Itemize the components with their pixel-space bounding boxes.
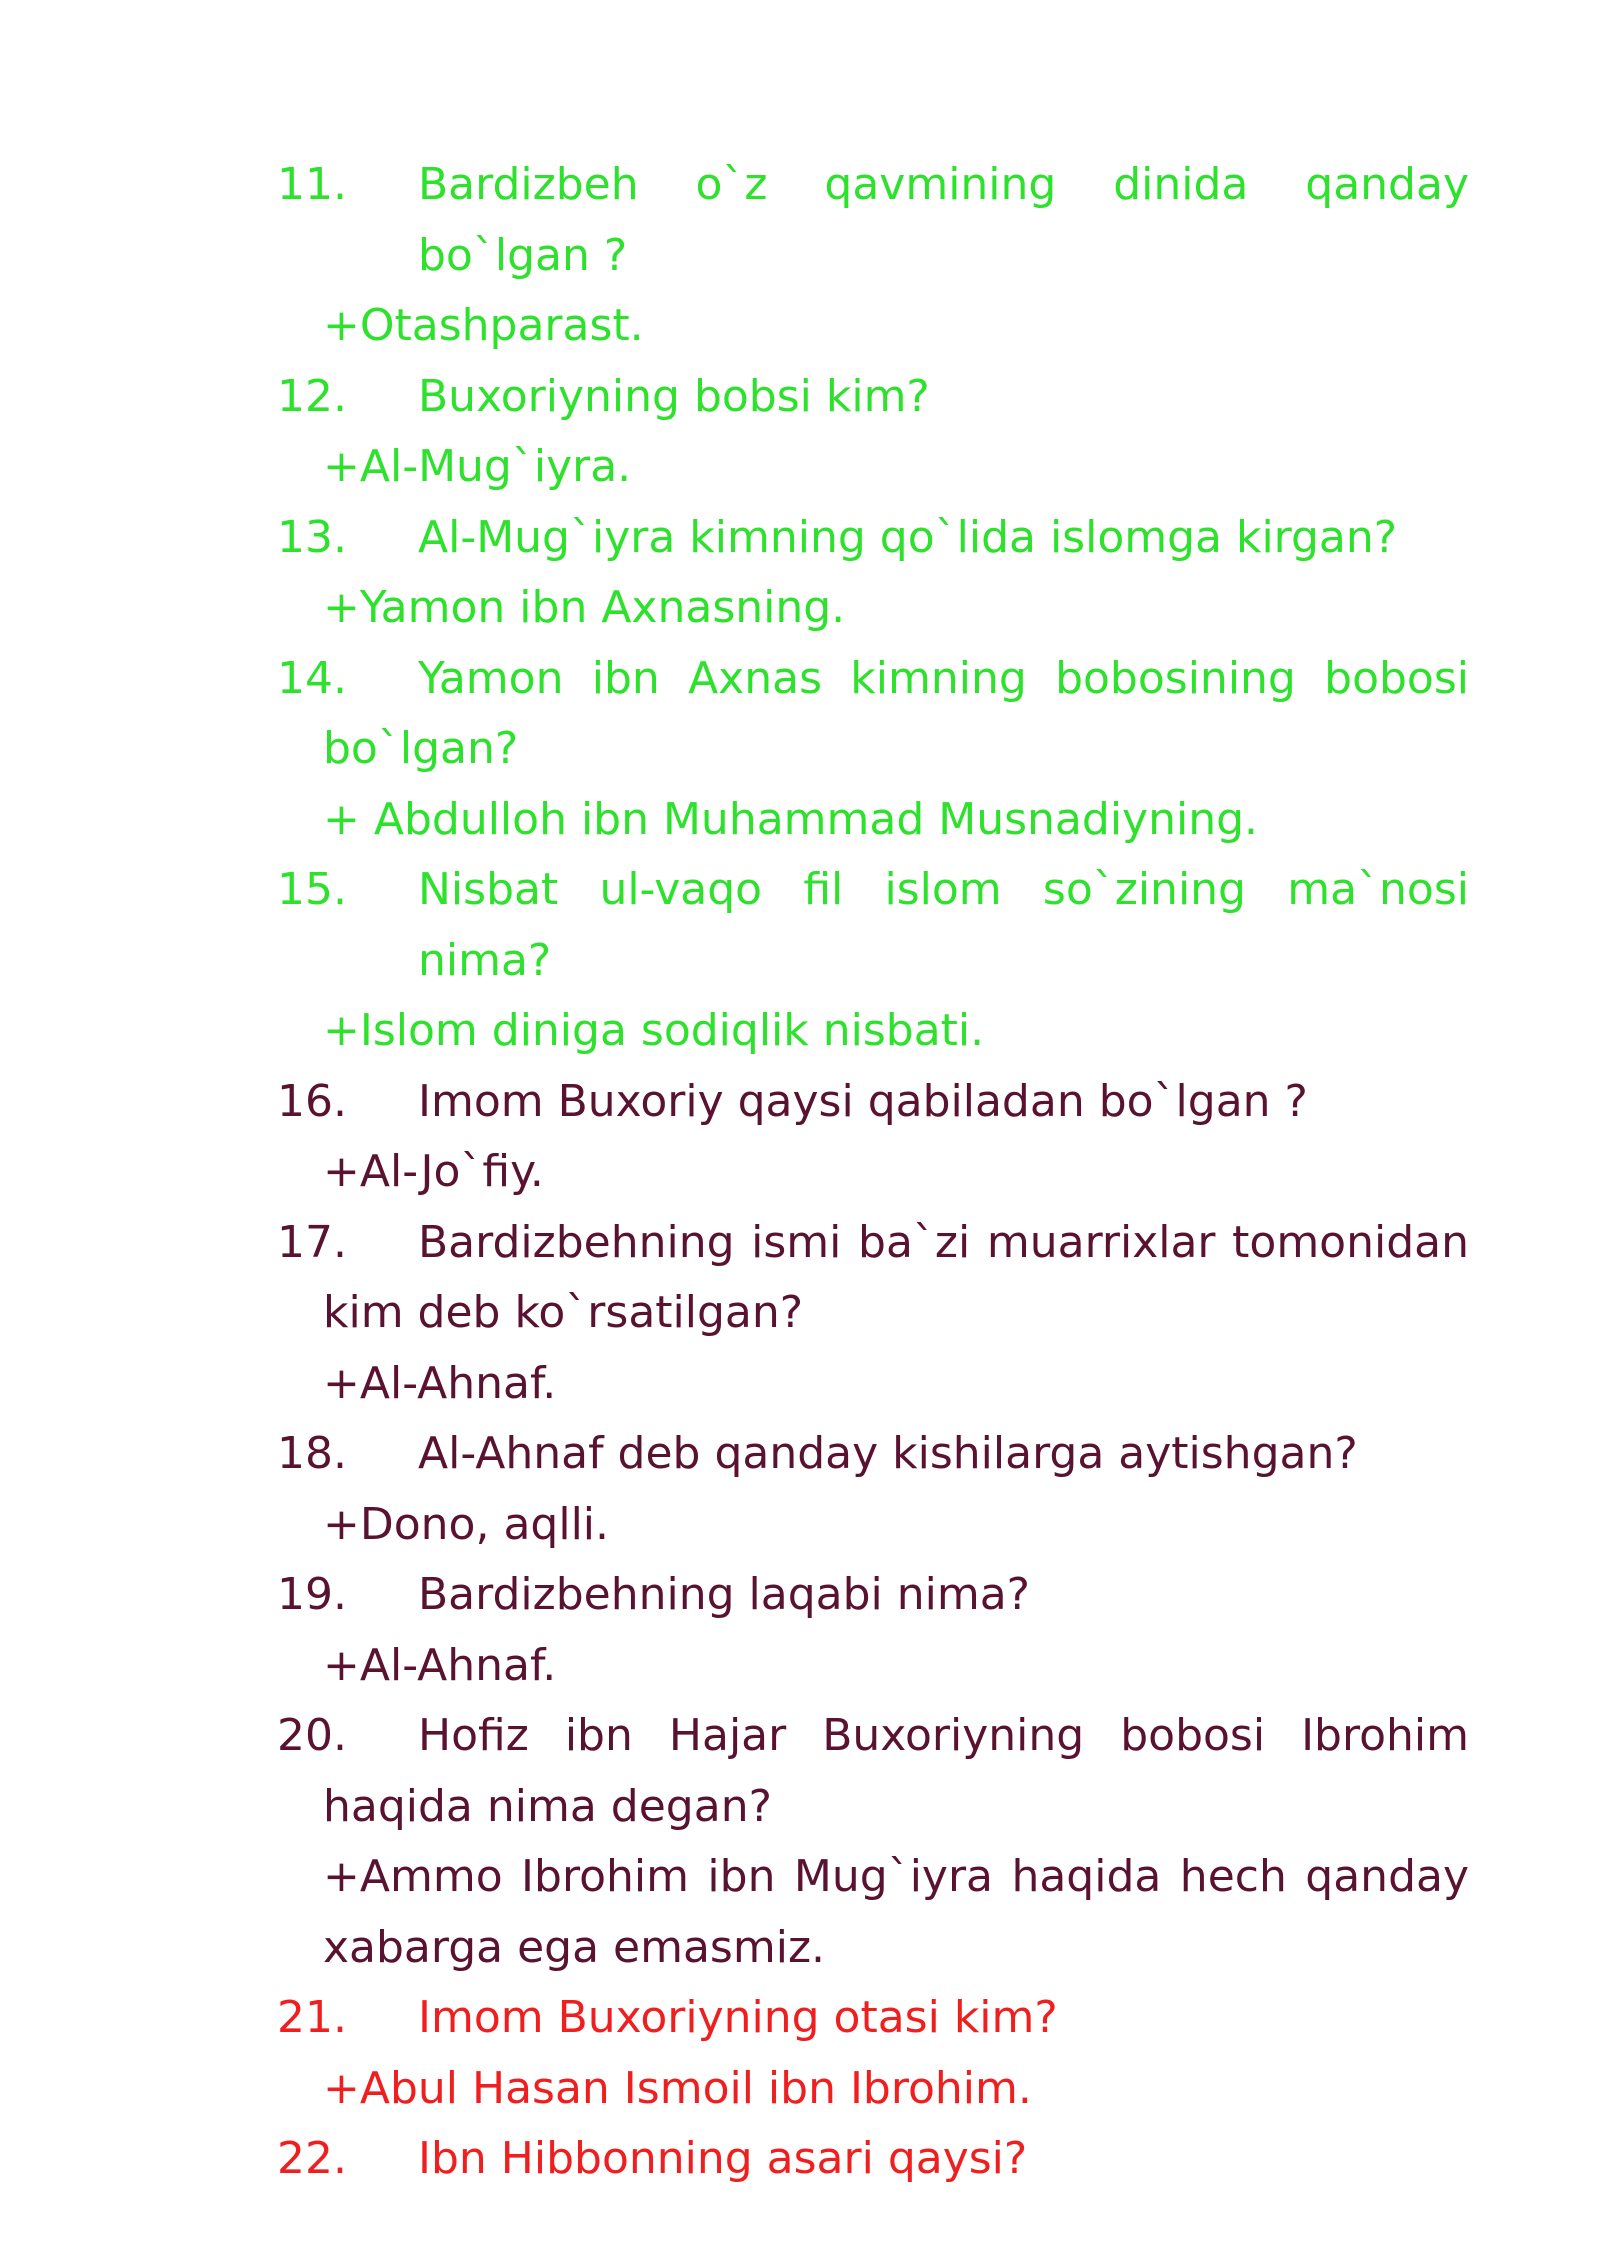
question-text <box>277 1419 1469 1490</box>
question-text <box>277 362 1469 433</box>
answer-line: +Dono, aqlli. <box>323 1498 609 1550</box>
question-text <box>277 1701 1469 1842</box>
answer-text <box>277 1842 1469 1983</box>
question-line: Imom Buxoriyning otasi kim? <box>418 1992 1058 2043</box>
question-line: Bardizbehning laqabi nima? <box>418 1569 1031 1620</box>
question-number: 13. <box>277 511 347 563</box>
answer-text <box>277 1349 1469 1420</box>
answer-line: + Abdulloh ibn Muhammad Musnadiyning. <box>323 793 1258 845</box>
question-item <box>277 1560 1469 1701</box>
answer-line: +Yamon ibn Axnasning. <box>323 582 846 633</box>
question-text <box>277 644 1469 785</box>
answer-line: +Otashparast. <box>323 300 644 351</box>
question-number: 21. <box>277 1992 347 2043</box>
question-item <box>277 503 1469 644</box>
question-line-continued: bo`lgan? <box>323 723 519 774</box>
answer-text <box>277 785 1469 856</box>
answer-line: +Al-Jo`fiy. <box>323 1146 544 1197</box>
question-number: 15. <box>277 864 347 915</box>
answer-text <box>277 432 1469 503</box>
question-number: 22. <box>277 2133 347 2184</box>
question-line-continued: kim deb ko`rsatilgan? <box>323 1287 804 1338</box>
question-number: 12. <box>277 370 347 422</box>
question-number: 17. <box>277 1216 347 1268</box>
question-item <box>277 150 1469 362</box>
answer-line: +Al-Ahnaf. <box>323 1639 557 1691</box>
answer-line: +Al-Ahnaf. <box>323 1357 557 1409</box>
question-line: Al-Ahnaf deb qanday kishilarga aytishgan? <box>418 1428 1358 1479</box>
question-line: Nisbat ul-vaqo fil islom so`zining ma`nosi nima? <box>418 864 1469 986</box>
question-text <box>277 1208 1469 1349</box>
answer-text <box>277 291 1469 362</box>
question-text <box>277 150 1469 291</box>
answer-line: +Al-Mug`iyra. <box>323 441 632 492</box>
answer-text <box>277 2054 1469 2125</box>
question-line: Buxoriyning bobsi kim? <box>418 370 930 422</box>
question-number: 16. <box>277 1075 347 1127</box>
answer-line: +Ammo Ibrohim ibn Mug`iyra haqida hech qanday <box>323 1851 1469 1902</box>
question-item <box>277 644 1469 856</box>
answer-text <box>277 573 1469 644</box>
question-line: Imom Buxoriy qaysi qabiladan bo`lgan ? <box>418 1075 1308 1127</box>
question-text <box>277 1560 1469 1631</box>
question-text <box>277 1067 1469 1138</box>
question-item <box>277 1983 1469 2124</box>
question-text <box>277 2124 1469 2195</box>
question-number: 19. <box>277 1569 347 1620</box>
question-line: Bardizbeh o`z qavmining dinida qanday bo`lgan ? <box>418 159 1469 281</box>
question-line: Bardizbehning ismi ba`zi muarrixlar tomonidan <box>418 1216 1469 1268</box>
answer-text <box>277 1490 1469 1561</box>
answer-line-continued: xabarga ega emasmiz. <box>323 1921 826 1973</box>
question-line: Hofiz ibn Hajar Buxoriyning bobosi Ibrohim <box>418 1710 1469 1761</box>
question-number: 14. <box>277 652 347 704</box>
question-item <box>277 1701 1469 1983</box>
question-item <box>277 1419 1469 1560</box>
question-number: 18. <box>277 1428 347 1479</box>
answer-text <box>277 996 1469 1067</box>
question-item <box>277 1208 1469 1420</box>
answer-line: +Islom diniga sodiqlik nisbati. <box>323 1005 985 1056</box>
question-number: 20. <box>277 1710 347 1761</box>
question-item <box>277 1067 1469 1208</box>
question-number: 11. <box>277 159 347 210</box>
answer-text <box>277 1631 1469 1702</box>
question-item <box>277 2124 1469 2195</box>
question-text <box>277 1983 1469 2054</box>
question-item <box>277 362 1469 503</box>
question-line: Ibn Hibbonning asari qaysi? <box>418 2133 1028 2184</box>
answer-line: +Abul Hasan Ismoil ibn Ibrohim. <box>323 2062 1032 2114</box>
question-line: Yamon ibn Axnas kimning bobosining bobosi <box>418 652 1469 704</box>
answer-text <box>277 1137 1469 1208</box>
question-text <box>277 855 1469 996</box>
question-line-continued: haqida nima degan? <box>323 1780 772 1832</box>
question-text <box>277 503 1469 574</box>
document-body <box>277 150 1469 2195</box>
question-item <box>277 855 1469 1067</box>
question-line: Al-Mug`iyra kimning qo`lida islomga kirgan? <box>418 511 1398 563</box>
